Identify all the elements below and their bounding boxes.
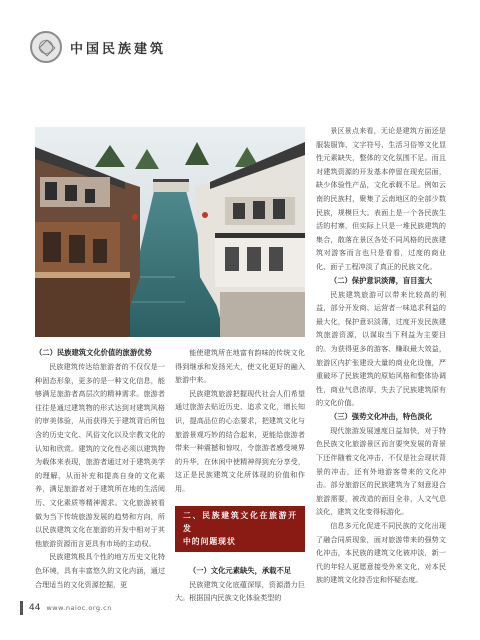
section-banner — [175, 506, 305, 552]
paragraph: 民族建筑文化底蕴深厚，资源潜力巨大。根据国内民族文化体验类型的 — [175, 579, 305, 603]
canal-photo-illustration — [35, 127, 305, 337]
paragraph: 民族建筑旅游可以带来比较高的利益，部分开发商、运营者一味追求利益的最大化，保护意识淡薄，过度开发民族建筑旅游资源，以谋取当下利益为主要目的。为获得更多的游客、赚取最大效益，旅游区内扩张建设大量的商业化设施，严重破坏了民族建筑的原始风格和整体协调性，商业气息浓厚，失去了民族建筑原有的文化价值。 — [316, 289, 446, 408]
site-url: www.naioc.org.cn — [46, 604, 112, 612]
page-number: 44 — [29, 603, 41, 613]
journal-logo-icon — [30, 31, 62, 63]
banner-line: 二、民族建筑文化在旅游开发 — [183, 511, 297, 534]
section-heading: （二）保护意识淡薄，盲目蛮大 — [329, 275, 433, 285]
water-town-canal-photo — [35, 127, 305, 337]
paragraph: 能使建筑所在地富有韵味的传统文化得到继承和发扬光大，使文化更好的融入旅游中来。 — [175, 348, 305, 385]
page-footer — [20, 600, 112, 616]
paragraph: 民族建筑传达给旅游者的不仅仅是一种固态形象，更多的是一种文化信息，能够满足旅游者高层次的精神需求。旅游者往往是通过建筑物的形式达到对建筑风格的审美体验，从而获得关于建筑背后所包含的历史文化、风俗文化以及宗教文化的认知和欣赏。建筑的文化性必须以建筑物为载体来表现，旅游者通过对于建筑美学的理解，从而补充和提高自身的文化素养，满足旅游者对于建筑所在地的生活阅历、文化素质等精神需求。文化旅游被看做为当下传统旅游发展的趋势和方向，所以民族建筑文化在旅游的开发中相对于其他旅游资源而言更具有市场的主动权。 — [35, 362, 165, 548]
section-heading: （一）文化元素缺失，承载不足 — [188, 565, 292, 575]
banner-line: 中的问题现状 — [183, 537, 236, 547]
paragraph: 民族建筑旅游把握现代社会人们希望通过旅游去贴近历史、追求文化，增长知识，提高品位的心态要求，把建筑文化与旅游景观巧妙的结合起来，更能给旅游者带来一种震撼和惊叹，令旅游者感受境界的升华，在休闲中使精神得到充分享受，这正是民族建筑文化所体现的价值和作用。 — [175, 388, 305, 493]
paragraph: 现代旅游发展速度日益加快，对于特色民族文化旅游景区而言要突发展的背景下还伴随着文化冲击，不仅是社会现状背景的冲击，还有外地游客带来的文化冲击。部分旅游区的民族建筑为了刻意迎合旅游需要，被改造的面目全非，人文气息淡化，建筑文化变得标游化。 — [316, 425, 446, 517]
paragraph: 信息多元化促进不同民族的文化出现了融合同质现象，面对旅游带来的强势文化冲击，本民族的建筑文化被冲淡，新一代的年轻人更愿意接受外来文化，对本民族的建筑文化持否定和怀疑态度。 — [316, 521, 446, 585]
paragraph: 景区景点来看，无论是建筑方面还是服装服饰、文字符号、生活习俗等文化显性元素缺失，整体的文化氛围不足。而且对建筑资源的开发基本停留在现充层面，缺少体验性产品，文化承载不足。例如云南的民族村，聚集了云南地区的全部少数民族，规模巨大。表面上是一个各民族生活的村寨，但实际上只是一堆民族建筑的集合，散落在景区各处不同风格的民族建筑对游客而言也只是看看，过度的商业化、面子工程冲淡了真正的民族文化。 — [316, 126, 446, 271]
footer-bar — [20, 601, 23, 615]
column-3 — [316, 124, 446, 587]
column-1 — [35, 346, 165, 591]
journal-title: 中国民族建筑 — [70, 41, 167, 57]
masthead — [30, 30, 230, 64]
column-2 — [175, 346, 305, 605]
section-heading: （二）民族建筑文化价值的旅游优势 — [35, 348, 152, 357]
section-heading: （三）强势文化冲击，特色淡化 — [329, 411, 433, 421]
paragraph: 民族建筑极具个性的地方历史文化特色环境，具有丰富悠久的文化内涵，通过合理适当的文化资源挖掘，更 — [35, 552, 165, 589]
